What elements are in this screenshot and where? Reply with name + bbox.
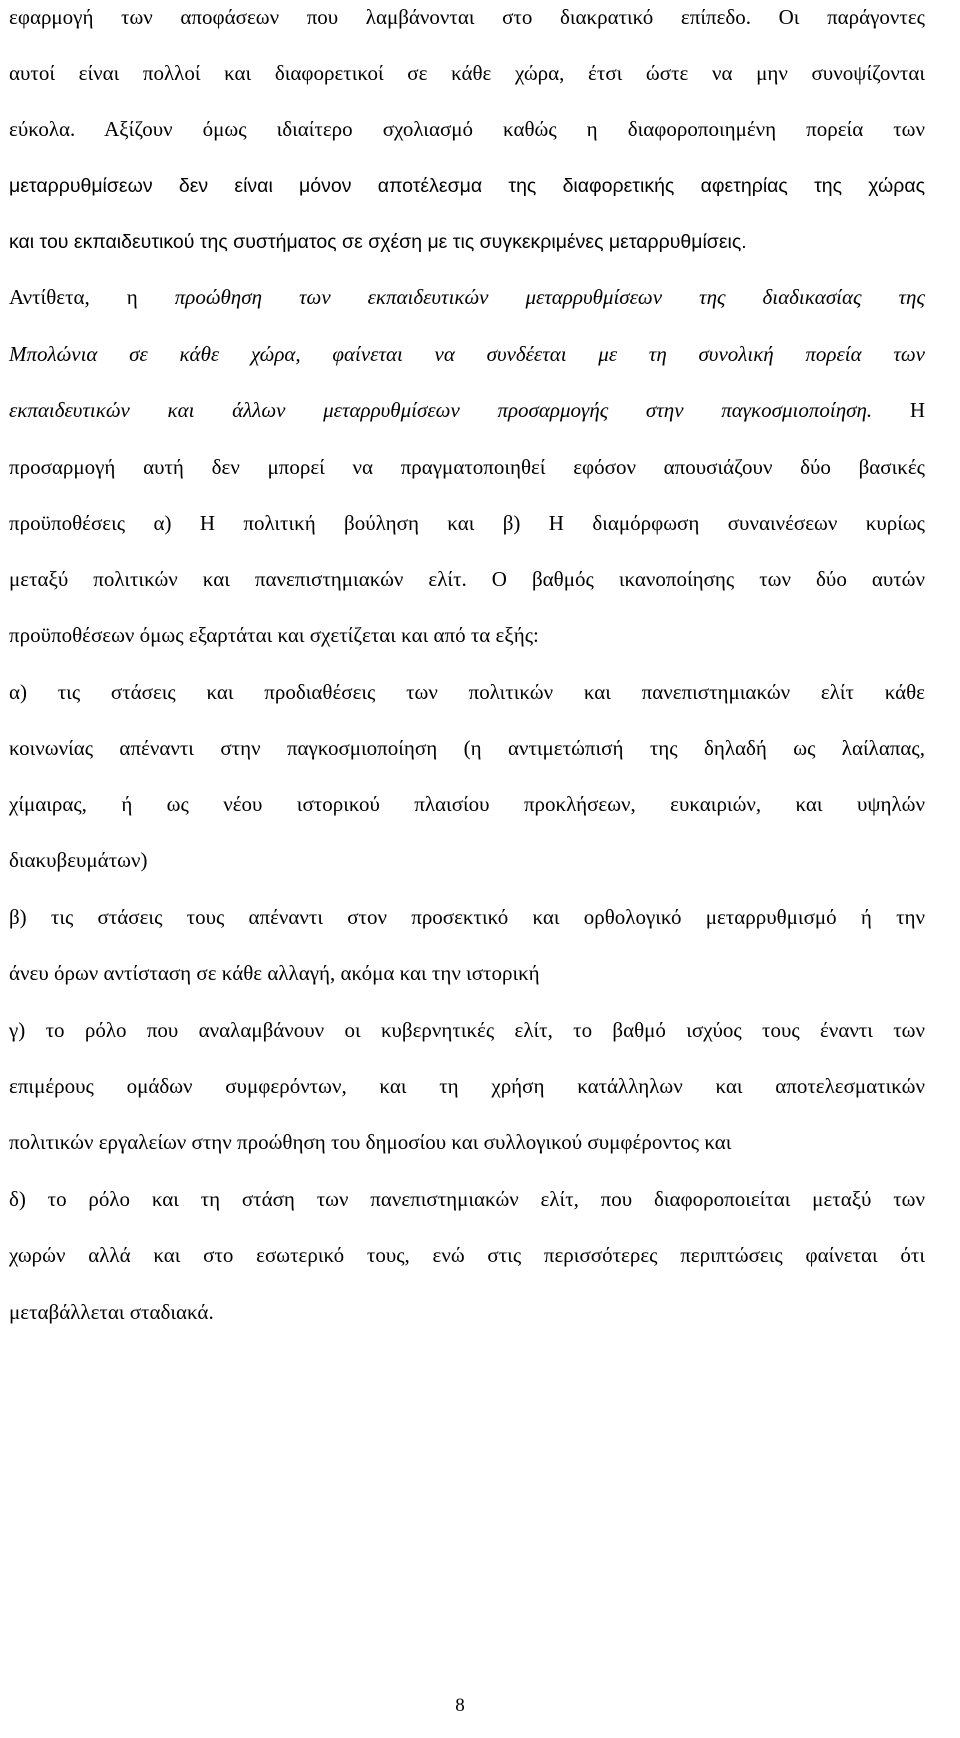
text-run: γ) το ρόλο που αναλαμβάνουν οι κυβερνητικές ελίτ, το βαθμό ισχύος τους έναντι των bbox=[9, 1018, 925, 1042]
text-run: διακυβευμάτων) bbox=[9, 848, 148, 872]
text-line bbox=[9, 623, 925, 647]
text-run: εφαρμογή των αποφάσεων που λαμβάνονται στο διακρατικό επίπεδο. Οι παράγοντες bbox=[9, 5, 925, 29]
text-run: χωρών αλλά και στο εσωτερικό τους, ενώ στις περισσότερες περιπτώσεις φαίνεται ότι bbox=[9, 1243, 925, 1267]
text-run: μεταρρυθμίσεων δεν είναι μόνον αποτέλεσμα της διαφορετικής αφετηρίας της χώρας bbox=[9, 175, 925, 197]
text-line bbox=[9, 848, 925, 872]
text-line bbox=[9, 342, 925, 366]
text-line bbox=[9, 511, 925, 535]
text-line bbox=[9, 1300, 925, 1324]
text-run: εύκολα. Αξίζουν όμως ιδιαίτερο σχολιασμό καθώς η διαφοροποιημένη πορεία των bbox=[9, 117, 925, 141]
text-run: άνευ όρων αντίσταση σε κάθε αλλαγή, ακόμα και την ιστορική bbox=[9, 961, 540, 985]
text-line bbox=[9, 398, 925, 422]
text-run: Η bbox=[872, 398, 925, 422]
text-line bbox=[9, 230, 925, 254]
text-run: Αντίθετα, η bbox=[9, 285, 175, 309]
text-run: προϋποθέσεις α) Η πολιτική βούληση και β) Η διαμόρφωση συναινέσεων κυρίως bbox=[9, 511, 925, 535]
text-line bbox=[9, 1074, 925, 1098]
text-line bbox=[9, 174, 925, 198]
text-run: μεταξύ πολιτικών και πανεπιστημιακών ελίτ. Ο βαθμός ικανοποίησης των δύο αυτών bbox=[9, 567, 925, 591]
text-run: προϋποθέσεων όμως εξαρτάται και σχετίζεται και από τα εξής: bbox=[9, 623, 539, 647]
text-run: β) τις στάσεις τους απέναντι στον προσεκτικό και ορθολογικό μεταρρυθμισμό ή την bbox=[9, 905, 925, 929]
italic-text-run: προώθηση των εκπαιδευτικών μεταρρυθμίσεων της διαδικασίας της bbox=[174, 285, 925, 309]
text-run: προσαρμογή αυτή δεν μπορεί να πραγματοποιηθεί εφόσον απουσιάζουν δύο βασικές bbox=[9, 455, 925, 479]
text-run: μεταβάλλεται σταδιακά. bbox=[9, 1300, 214, 1324]
text-run: χίμαιρας, ή ως νέου ιστορικού πλαισίου προκλήσεων, ευκαιριών, και υψηλών bbox=[9, 792, 925, 816]
italic-text-run: εκπαιδευτικών και άλλων μεταρρυθμίσεων προσαρμογής στην παγκοσμιοποίηση. bbox=[9, 398, 873, 422]
italic-text-run: Μπολώνια σε κάθε χώρα, φαίνεται να συνδέεται με τη συνολική πορεία των bbox=[9, 342, 925, 366]
text-run: και του εκπαιδευτικού της συστήματος σε σχέση με τις συγκεκριμένες μεταρρυθμίσεις. bbox=[9, 231, 747, 253]
text-line bbox=[9, 792, 925, 816]
text-run: αυτοί είναι πολλοί και διαφορετικοί σε κάθε χώρα, έτσι ώστε να μην συνοψίζονται bbox=[9, 61, 925, 85]
text-run: επιμέρους ομάδων συμφερόντων, και τη χρήση κατάλληλων και αποτελεσματικών bbox=[9, 1074, 925, 1098]
text-line bbox=[9, 455, 925, 479]
text-line bbox=[9, 1018, 925, 1042]
text-run: πολιτικών εργαλείων στην προώθηση του δημοσίου και συλλογικού συμφέροντος και bbox=[9, 1130, 732, 1154]
text-run: κοινωνίας απέναντι στην παγκοσμιοποίηση (η αντιμετώπισή της δηλαδή ως λαίλαπας, bbox=[9, 736, 925, 760]
text-line bbox=[9, 1243, 925, 1267]
text-line bbox=[9, 1187, 925, 1211]
text-line bbox=[9, 117, 925, 141]
text-line bbox=[9, 285, 925, 309]
text-line bbox=[9, 680, 925, 704]
text-run: δ) το ρόλο και τη στάση των πανεπιστημιακών ελίτ, που διαφοροποιείται μεταξύ των bbox=[9, 1187, 925, 1211]
page-number: 8 bbox=[455, 1695, 465, 1716]
text-line bbox=[9, 736, 925, 760]
text-line bbox=[9, 567, 925, 591]
text-run: α) τις στάσεις και προδιαθέσεις των πολιτικών και πανεπιστημιακών ελίτ κάθε bbox=[9, 680, 925, 704]
text-line bbox=[9, 5, 925, 29]
text-line bbox=[9, 61, 925, 85]
text-line bbox=[9, 1130, 925, 1154]
text-line bbox=[9, 905, 925, 929]
text-line bbox=[9, 961, 925, 985]
